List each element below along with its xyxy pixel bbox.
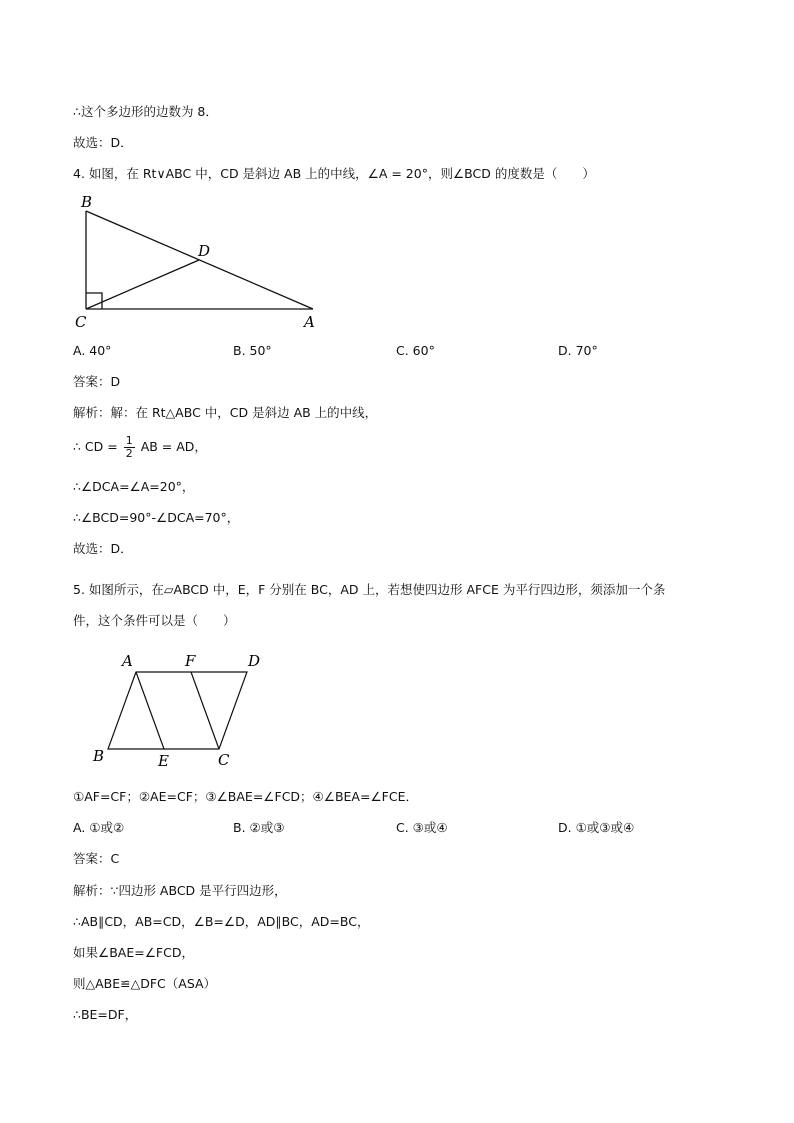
label-b: B bbox=[81, 193, 93, 211]
right-angle-mark bbox=[86, 293, 102, 309]
q4-answer: 答案：D bbox=[73, 374, 121, 389]
q4-analysis-line1: 解析：解：在 Rt△ABC 中，CD 是斜边 AB 上的中线， bbox=[73, 405, 378, 420]
q4-analysis-line2-prefix: ∴ CD = bbox=[73, 439, 118, 454]
label-d: D bbox=[248, 652, 261, 670]
q4-analysis-line2 bbox=[73, 432, 207, 462]
q4-stem: 4. 如图，在 Rt∨ABC 中，CD 是斜边 AB 上的中线，∠A = 20°，则∠BCD 的度数是（ ） bbox=[73, 166, 595, 181]
q4-analysis-line2-suffix: AB = AD， bbox=[140, 439, 207, 454]
q5-stem-line2: 件，这个条件可以是（ ） bbox=[73, 613, 236, 628]
q5-analysis-line1: 解析：∵四边形 ABCD 是平行四边形， bbox=[73, 883, 287, 898]
label-c: C bbox=[75, 313, 87, 330]
q5-option-d: D. ①或③或④ bbox=[558, 820, 635, 835]
q4-option-d: D. 70° bbox=[558, 343, 598, 358]
q4-analysis-line5: 故选：D． bbox=[73, 541, 133, 556]
q4-option-b: B. 50° bbox=[233, 343, 272, 358]
q3-choice: 故选：D． bbox=[73, 135, 133, 150]
q5-option-b: B. ②或③ bbox=[233, 820, 285, 835]
label-d: D bbox=[198, 242, 211, 260]
segment-ae bbox=[136, 672, 164, 749]
half-fraction bbox=[124, 435, 135, 460]
q5-parallelogram-figure bbox=[88, 648, 268, 773]
segment-fc bbox=[191, 672, 219, 749]
label-e: E bbox=[158, 752, 169, 770]
median-cd bbox=[86, 260, 199, 309]
q5-conditions: ①AF=CF；②AE=CF；③∠BAE=∠FCD；④∠BEA=∠FCE． bbox=[73, 789, 418, 804]
q5-analysis-line2: ∴AB∥CD，AB=CD，∠B=∠D，AD∥BC，AD=BC， bbox=[73, 914, 370, 929]
label-a: A bbox=[122, 652, 133, 670]
q5-option-c: C. ③或④ bbox=[396, 820, 448, 835]
q5-analysis-line5: ∴BE=DF， bbox=[73, 1007, 138, 1022]
fraction-denominator: 2 bbox=[125, 447, 133, 460]
q4-option-c: C. 60° bbox=[396, 343, 435, 358]
q5-option-a: A. ①或② bbox=[73, 820, 125, 835]
q4-analysis-line4: ∴∠BCD=90°-∠DCA=70°， bbox=[73, 510, 240, 525]
q4-option-a: A. 40° bbox=[73, 343, 112, 358]
q3-conclusion: ∴这个多边形的边数为 8． bbox=[73, 104, 218, 119]
fraction-numerator: 1 bbox=[125, 434, 133, 447]
parallelogram-abcd bbox=[108, 672, 247, 749]
q5-analysis-line3: 如果∠BAE=∠FCD， bbox=[73, 945, 194, 960]
label-a: A bbox=[304, 313, 315, 330]
q5-answer: 答案：C bbox=[73, 851, 120, 866]
label-f: F bbox=[185, 652, 196, 670]
q5-stem-line1: 5. 如图所示，在▱ABCD 中，E，F 分别在 BC，AD 上，若想使四边形 AFCE 为平行四边形，须添加一个条 bbox=[73, 582, 666, 597]
q4-analysis-line3: ∴∠DCA=∠A=20°， bbox=[73, 479, 195, 494]
label-c: C bbox=[218, 751, 230, 769]
label-b: B bbox=[93, 747, 105, 765]
q5-analysis-line4: 则△ABE≌△DFC（ASA） bbox=[73, 976, 217, 991]
q4-right-triangle-figure bbox=[70, 190, 330, 330]
